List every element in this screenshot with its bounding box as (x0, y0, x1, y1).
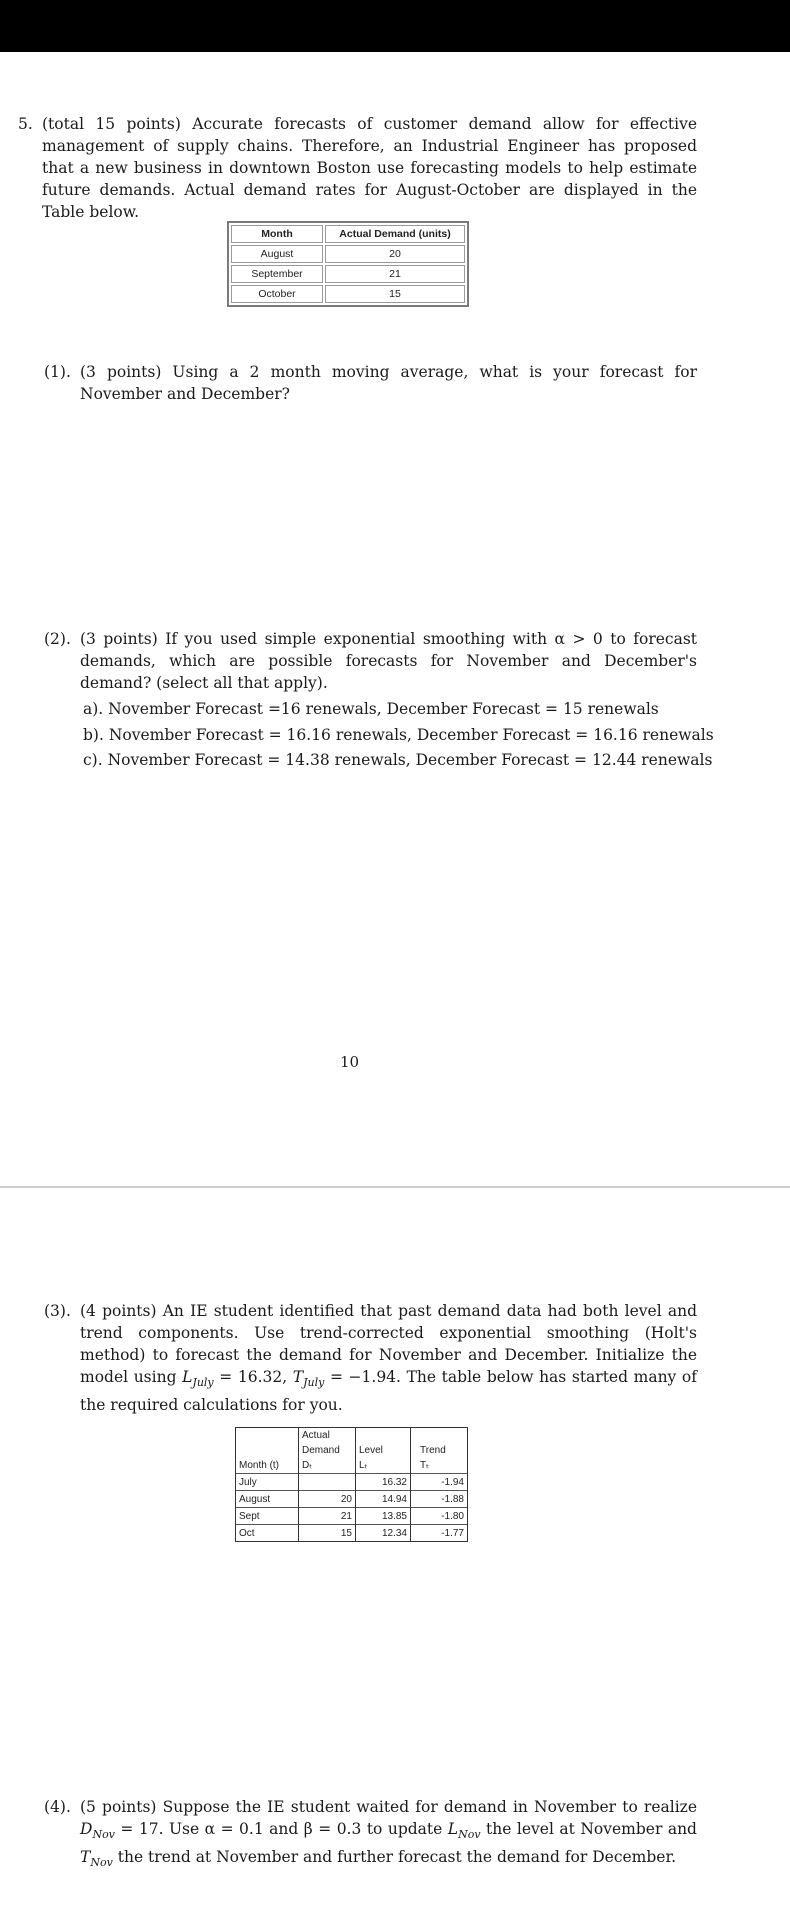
question-number: 5. (18, 115, 33, 133)
holt-trend-cell: -1.80 (411, 1508, 468, 1525)
part4-text-b: = 17. Use α = 0.1 and β = 0.3 to update (114, 1820, 448, 1838)
l-nov-symbol: L (447, 1820, 459, 1838)
holt-month-cell: July (236, 1474, 299, 1491)
demand-month-cell: August (231, 245, 323, 263)
holt-trend-cell: -1.94 (411, 1474, 468, 1491)
part2-label: (2). (44, 630, 71, 648)
demand-table (227, 221, 469, 307)
holt-demand-cell: 20 (299, 1491, 356, 1508)
holt-trend-cell: -1.88 (411, 1491, 468, 1508)
holt-header-level-line2: Lₜ (359, 1460, 368, 1471)
table-row (236, 1525, 468, 1542)
holt-level-cell: 13.85 (356, 1508, 411, 1525)
holt-level-cell: 16.32 (356, 1474, 411, 1491)
holt-month-cell: August (236, 1491, 299, 1508)
holt-header-demand-line3: Dₜ (302, 1460, 313, 1471)
part2-text: (3 points) If you used simple exponential smoothing with α > 0 to forecast demands, which are possible forecasts for November and December's demand? (select all that apply). (80, 630, 697, 692)
part3-init-values2: = −1.94. The table below has started many of the required calculations for you. (80, 1368, 697, 1415)
table-row (231, 285, 465, 303)
part4-text-c: the level at November and (480, 1820, 697, 1838)
part4-text (80, 1796, 697, 1874)
holt-header-trend (411, 1428, 468, 1474)
part3-label: (3). (44, 1302, 71, 1320)
d-nov-symbol: D (80, 1820, 93, 1838)
demand-month-cell: September (231, 265, 323, 283)
part1-label: (1). (44, 363, 71, 381)
top-black-bar (0, 0, 790, 52)
holt-header-trend-line2: Tₜ (420, 1460, 430, 1471)
part3-text (80, 1300, 697, 1416)
holt-header-level (356, 1428, 411, 1474)
holt-header-demand-line1: Actual (302, 1430, 330, 1441)
holt-level-cell: 12.34 (356, 1525, 411, 1542)
d-nov-subscript: Nov (92, 1828, 115, 1842)
holt-trend-cell: -1.77 (411, 1525, 468, 1542)
holt-demand-cell: 21 (299, 1508, 356, 1525)
t-july-symbol: T (292, 1368, 304, 1386)
holt-header-trend-line1: Trend (420, 1445, 446, 1456)
l-nov-subscript: Nov (458, 1828, 481, 1842)
part2-option-c: c). November Forecast = 14.38 renewals, December Forecast = 12.44 renewals (83, 751, 713, 769)
page-number: 10 (340, 1053, 360, 1071)
demand-header-actual: Actual Demand (units) (325, 225, 465, 243)
demand-header-month: Month (231, 225, 323, 243)
part2-option-b: b). November Forecast = 16.16 renewals, December Forecast = 16.16 renewals (83, 726, 714, 744)
table-row (231, 245, 465, 263)
t-july-subscript: July (303, 1376, 325, 1390)
holt-level-cell: 14.94 (356, 1491, 411, 1508)
part1-text: (3 points) Using a 2 month moving average, what is your forecast for November and December? (80, 363, 697, 403)
holt-demand-cell: 15 (299, 1525, 356, 1542)
holt-month-cell: Oct (236, 1525, 299, 1542)
holt-header-month (236, 1428, 299, 1474)
table-row (236, 1474, 468, 1491)
demand-value-cell: 15 (325, 285, 465, 303)
holt-month-cell: Sept (236, 1508, 299, 1525)
page-divider (0, 1186, 790, 1188)
holt-demand-cell (299, 1474, 356, 1491)
table-row (236, 1508, 468, 1525)
holt-header-month-label: Month (t) (239, 1460, 280, 1471)
l-july-symbol: L (182, 1368, 193, 1386)
part4-text-d: the trend at November and further forecast the demand for December. (112, 1848, 677, 1867)
demand-value-cell: 20 (325, 245, 465, 263)
part2-option-a: a). November Forecast =16 renewals, December Forecast = 15 renewals (83, 700, 659, 718)
part4-text-a: (5 points) Suppose the IE student waited for demand in November to realize (80, 1798, 697, 1816)
demand-month-cell: October (231, 285, 323, 303)
table-row (236, 1491, 468, 1508)
holt-header-demand-line2: Demand (302, 1445, 340, 1456)
t-nov-subscript: Nov (90, 1856, 113, 1870)
question-intro: (total 15 points) Accurate forecasts of customer demand allow for effective management of supply chains. Therefore, an Industrial Engineer has proposed that a new business in downtown Boston use forecasting models to help estimate future demands. Actual demand rates for August-October are displayed in the Table below. (42, 115, 697, 221)
l-july-subscript: July (192, 1376, 214, 1390)
holt-header-demand (299, 1428, 356, 1474)
holt-header-level-line1: Level (359, 1445, 383, 1456)
holt-table (235, 1427, 468, 1542)
part3-text-before: (4 points) An IE student identified that past demand data had both level and trend components. Use trend-corrected exponential smoothing (Holt's method) to forecast the demand for November and December. Initialize the model using (80, 1302, 697, 1386)
t-nov-symbol: T (80, 1848, 91, 1867)
demand-value-cell: 21 (325, 265, 465, 283)
demand-table-header (231, 225, 465, 243)
part4-label: (4). (44, 1798, 71, 1816)
table-row (231, 265, 465, 283)
part3-init-values: = 16.32, (213, 1368, 293, 1386)
holt-table-header (236, 1428, 468, 1474)
